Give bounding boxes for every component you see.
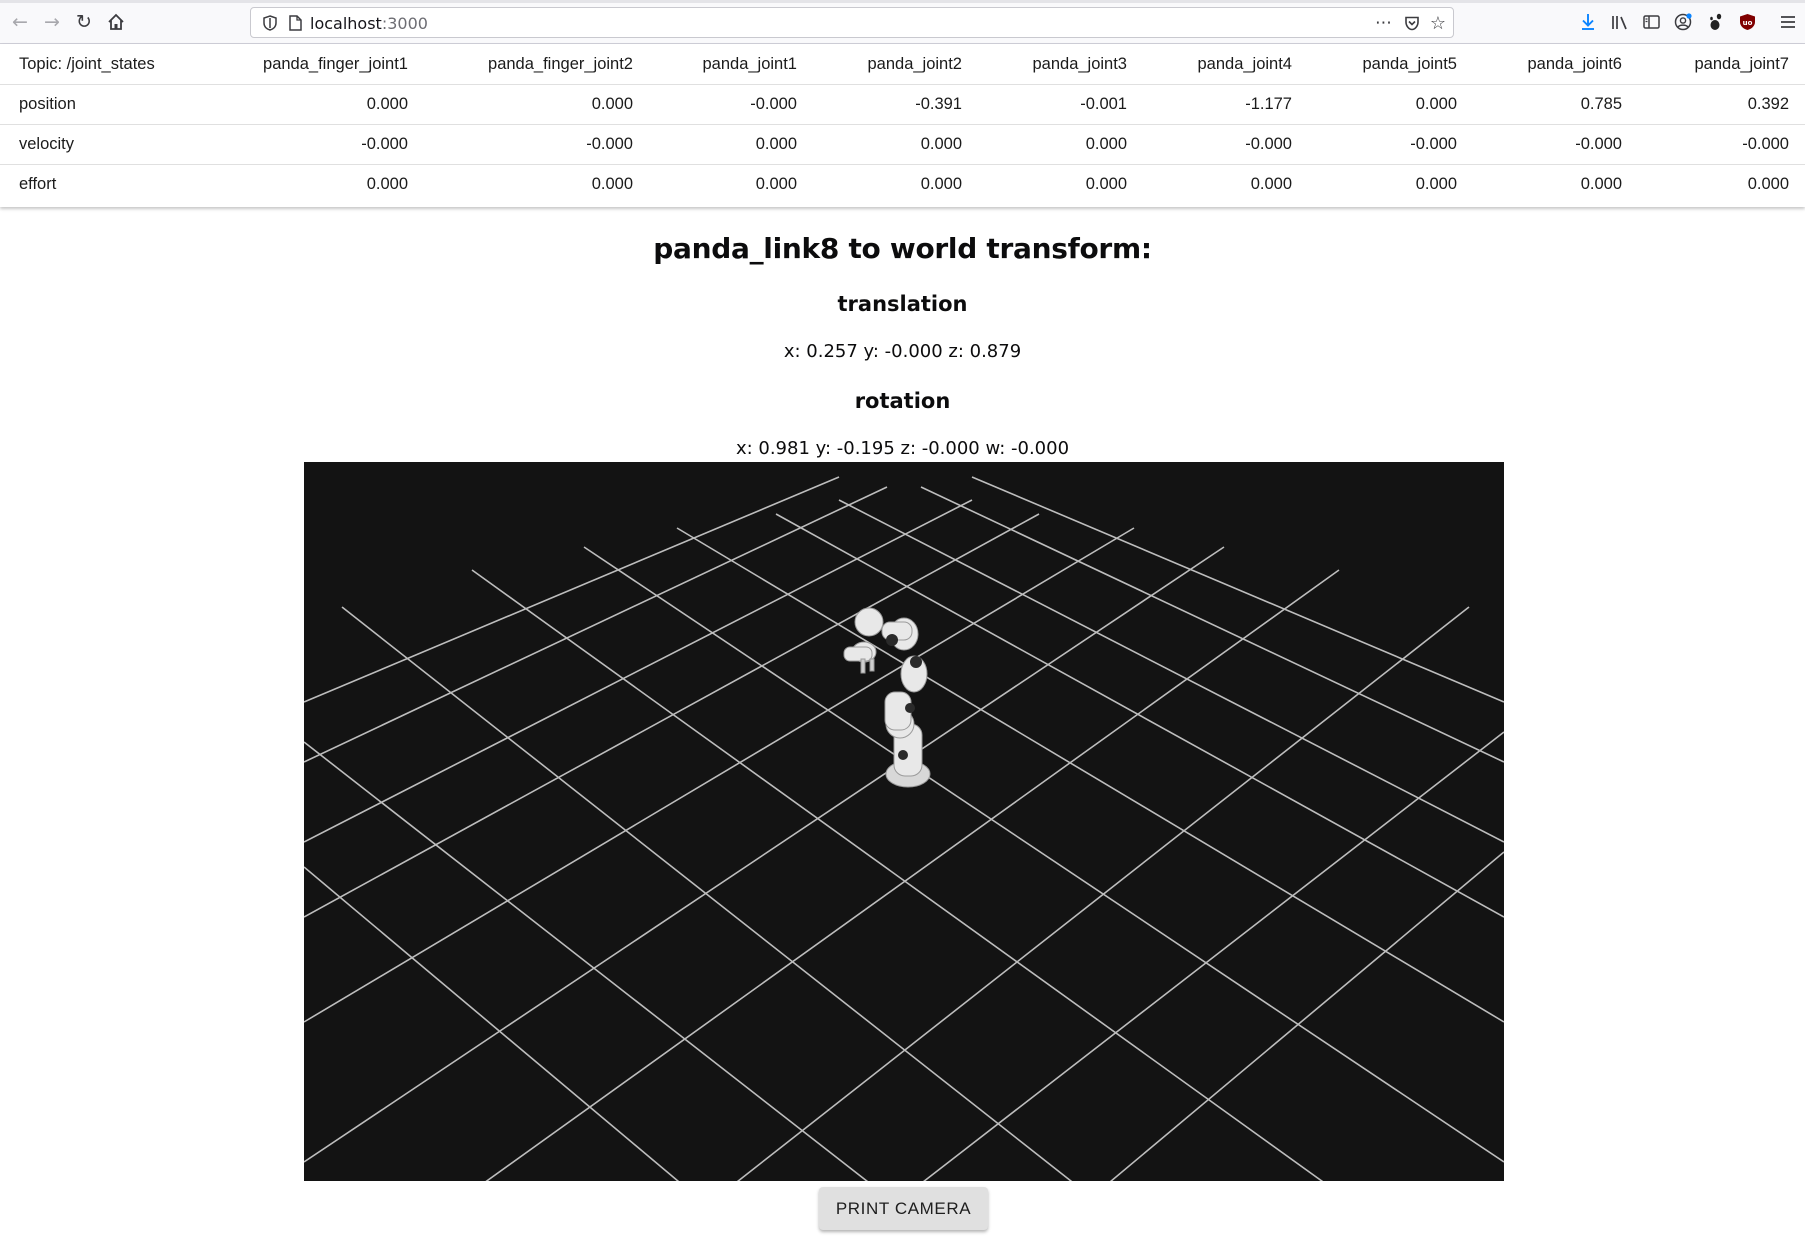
table-cell: 0.000 <box>1415 175 1457 193</box>
translation-values: x: 0.257 y: -0.000 z: 0.879 <box>783 341 1022 362</box>
table-cell: -0.000 <box>1143 125 1308 165</box>
table-cell: -0.000 <box>649 85 813 125</box>
table-cell: -0.000 <box>210 125 424 165</box>
table-cell: 0.000 <box>1085 175 1127 193</box>
table-cell: 0.000 <box>210 85 424 125</box>
table-cell: -1.177 <box>1143 85 1308 125</box>
table-cell: 0.000 <box>1308 85 1473 125</box>
library-icon[interactable] <box>1607 9 1633 35</box>
ground-grid <box>304 477 1504 1181</box>
table-cell: -0.001 <box>978 85 1143 125</box>
home-icon[interactable] <box>103 9 129 35</box>
column-header: panda_joint2 <box>813 44 978 85</box>
table-cell: 0.000 <box>1747 175 1789 193</box>
3d-viewport-canvas[interactable] <box>304 462 1504 1181</box>
pocket-icon[interactable] <box>1401 12 1423 34</box>
table-cell: -0.000 <box>1638 125 1805 165</box>
download-icon[interactable] <box>1575 9 1601 35</box>
rotation-values: x: 0.981 y: -0.195 z: -0.000 w: -0.000 <box>735 438 1070 459</box>
table-cell: 0.000 <box>920 175 962 193</box>
rotation-heading: rotation <box>854 389 951 413</box>
translation-heading: translation <box>837 292 968 316</box>
hamburger-menu-icon[interactable] <box>1775 9 1801 35</box>
bookmark-star-icon[interactable]: ☆ <box>1429 12 1447 34</box>
column-header: panda_joint4 <box>1143 44 1308 85</box>
table-cell: 0.000 <box>1580 175 1622 193</box>
more-actions-icon[interactable]: ⋯ <box>1375 13 1393 33</box>
table-row-position <box>0 85 1805 125</box>
column-header: panda_joint6 <box>1473 44 1638 85</box>
table-header-row <box>0 44 1805 85</box>
joint-states-panel <box>0 44 1805 207</box>
table-row-velocity <box>0 125 1805 165</box>
table-cell: 0.000 <box>591 175 633 193</box>
gnome-extension-icon[interactable] <box>1702 9 1728 35</box>
table-cell: -0.000 <box>424 125 649 165</box>
table-cell: 0.000 <box>755 175 797 193</box>
sidebar-icon[interactable] <box>1638 9 1664 35</box>
table-cell: 0.000 <box>1250 175 1292 193</box>
url-text[interactable] <box>310 14 428 33</box>
table-cell: 0.000 <box>813 125 978 165</box>
row-label: position <box>0 85 210 125</box>
column-header: panda_joint1 <box>649 44 813 85</box>
url-port: :3000 <box>381 14 428 33</box>
table-cell: 0.000 <box>978 125 1143 165</box>
address-bar[interactable] <box>250 7 1454 38</box>
row-label: effort <box>19 175 57 193</box>
table-cell: 0.000 <box>649 125 813 165</box>
column-header: panda_finger_joint1 <box>210 44 424 85</box>
browser-toolbar <box>0 0 1805 44</box>
table-cell: -0.000 <box>1473 125 1638 165</box>
table-cell: -0.000 <box>1308 125 1473 165</box>
topic-label: Topic: /joint_states <box>0 44 210 85</box>
reload-icon[interactable]: ↻ <box>76 11 92 33</box>
joint-states-table <box>0 44 1805 204</box>
ublock-icon[interactable] <box>1734 9 1760 35</box>
table-cell: -0.391 <box>813 85 978 125</box>
transform-title: panda_link8 to world transform: <box>653 232 1152 265</box>
print-camera-button[interactable]: PRINT CAMERA <box>819 1187 988 1230</box>
tracking-shield-icon[interactable] <box>259 12 281 34</box>
url-host: localhost <box>310 14 382 33</box>
table-cell: 0.785 <box>1473 85 1638 125</box>
arrow-right-icon[interactable]: → <box>44 11 60 33</box>
arrow-left-icon[interactable]: ← <box>12 11 28 33</box>
tab-strip <box>0 0 1805 3</box>
table-row-effort <box>0 165 1805 205</box>
account-icon[interactable] <box>1670 9 1696 35</box>
page-icon <box>284 12 306 34</box>
column-header: panda_joint7 <box>1638 44 1805 85</box>
table-cell: 0.000 <box>424 85 649 125</box>
table-cell: 0.392 <box>1638 85 1805 125</box>
row-label: velocity <box>0 125 210 165</box>
table-cell: 0.000 <box>366 175 408 193</box>
column-header: panda_joint3 <box>978 44 1143 85</box>
column-header: panda_finger_joint2 <box>424 44 649 85</box>
column-header: panda_joint5 <box>1308 44 1473 85</box>
scene-svg <box>304 462 1504 1181</box>
svg-text:uo: uo <box>1742 19 1752 27</box>
